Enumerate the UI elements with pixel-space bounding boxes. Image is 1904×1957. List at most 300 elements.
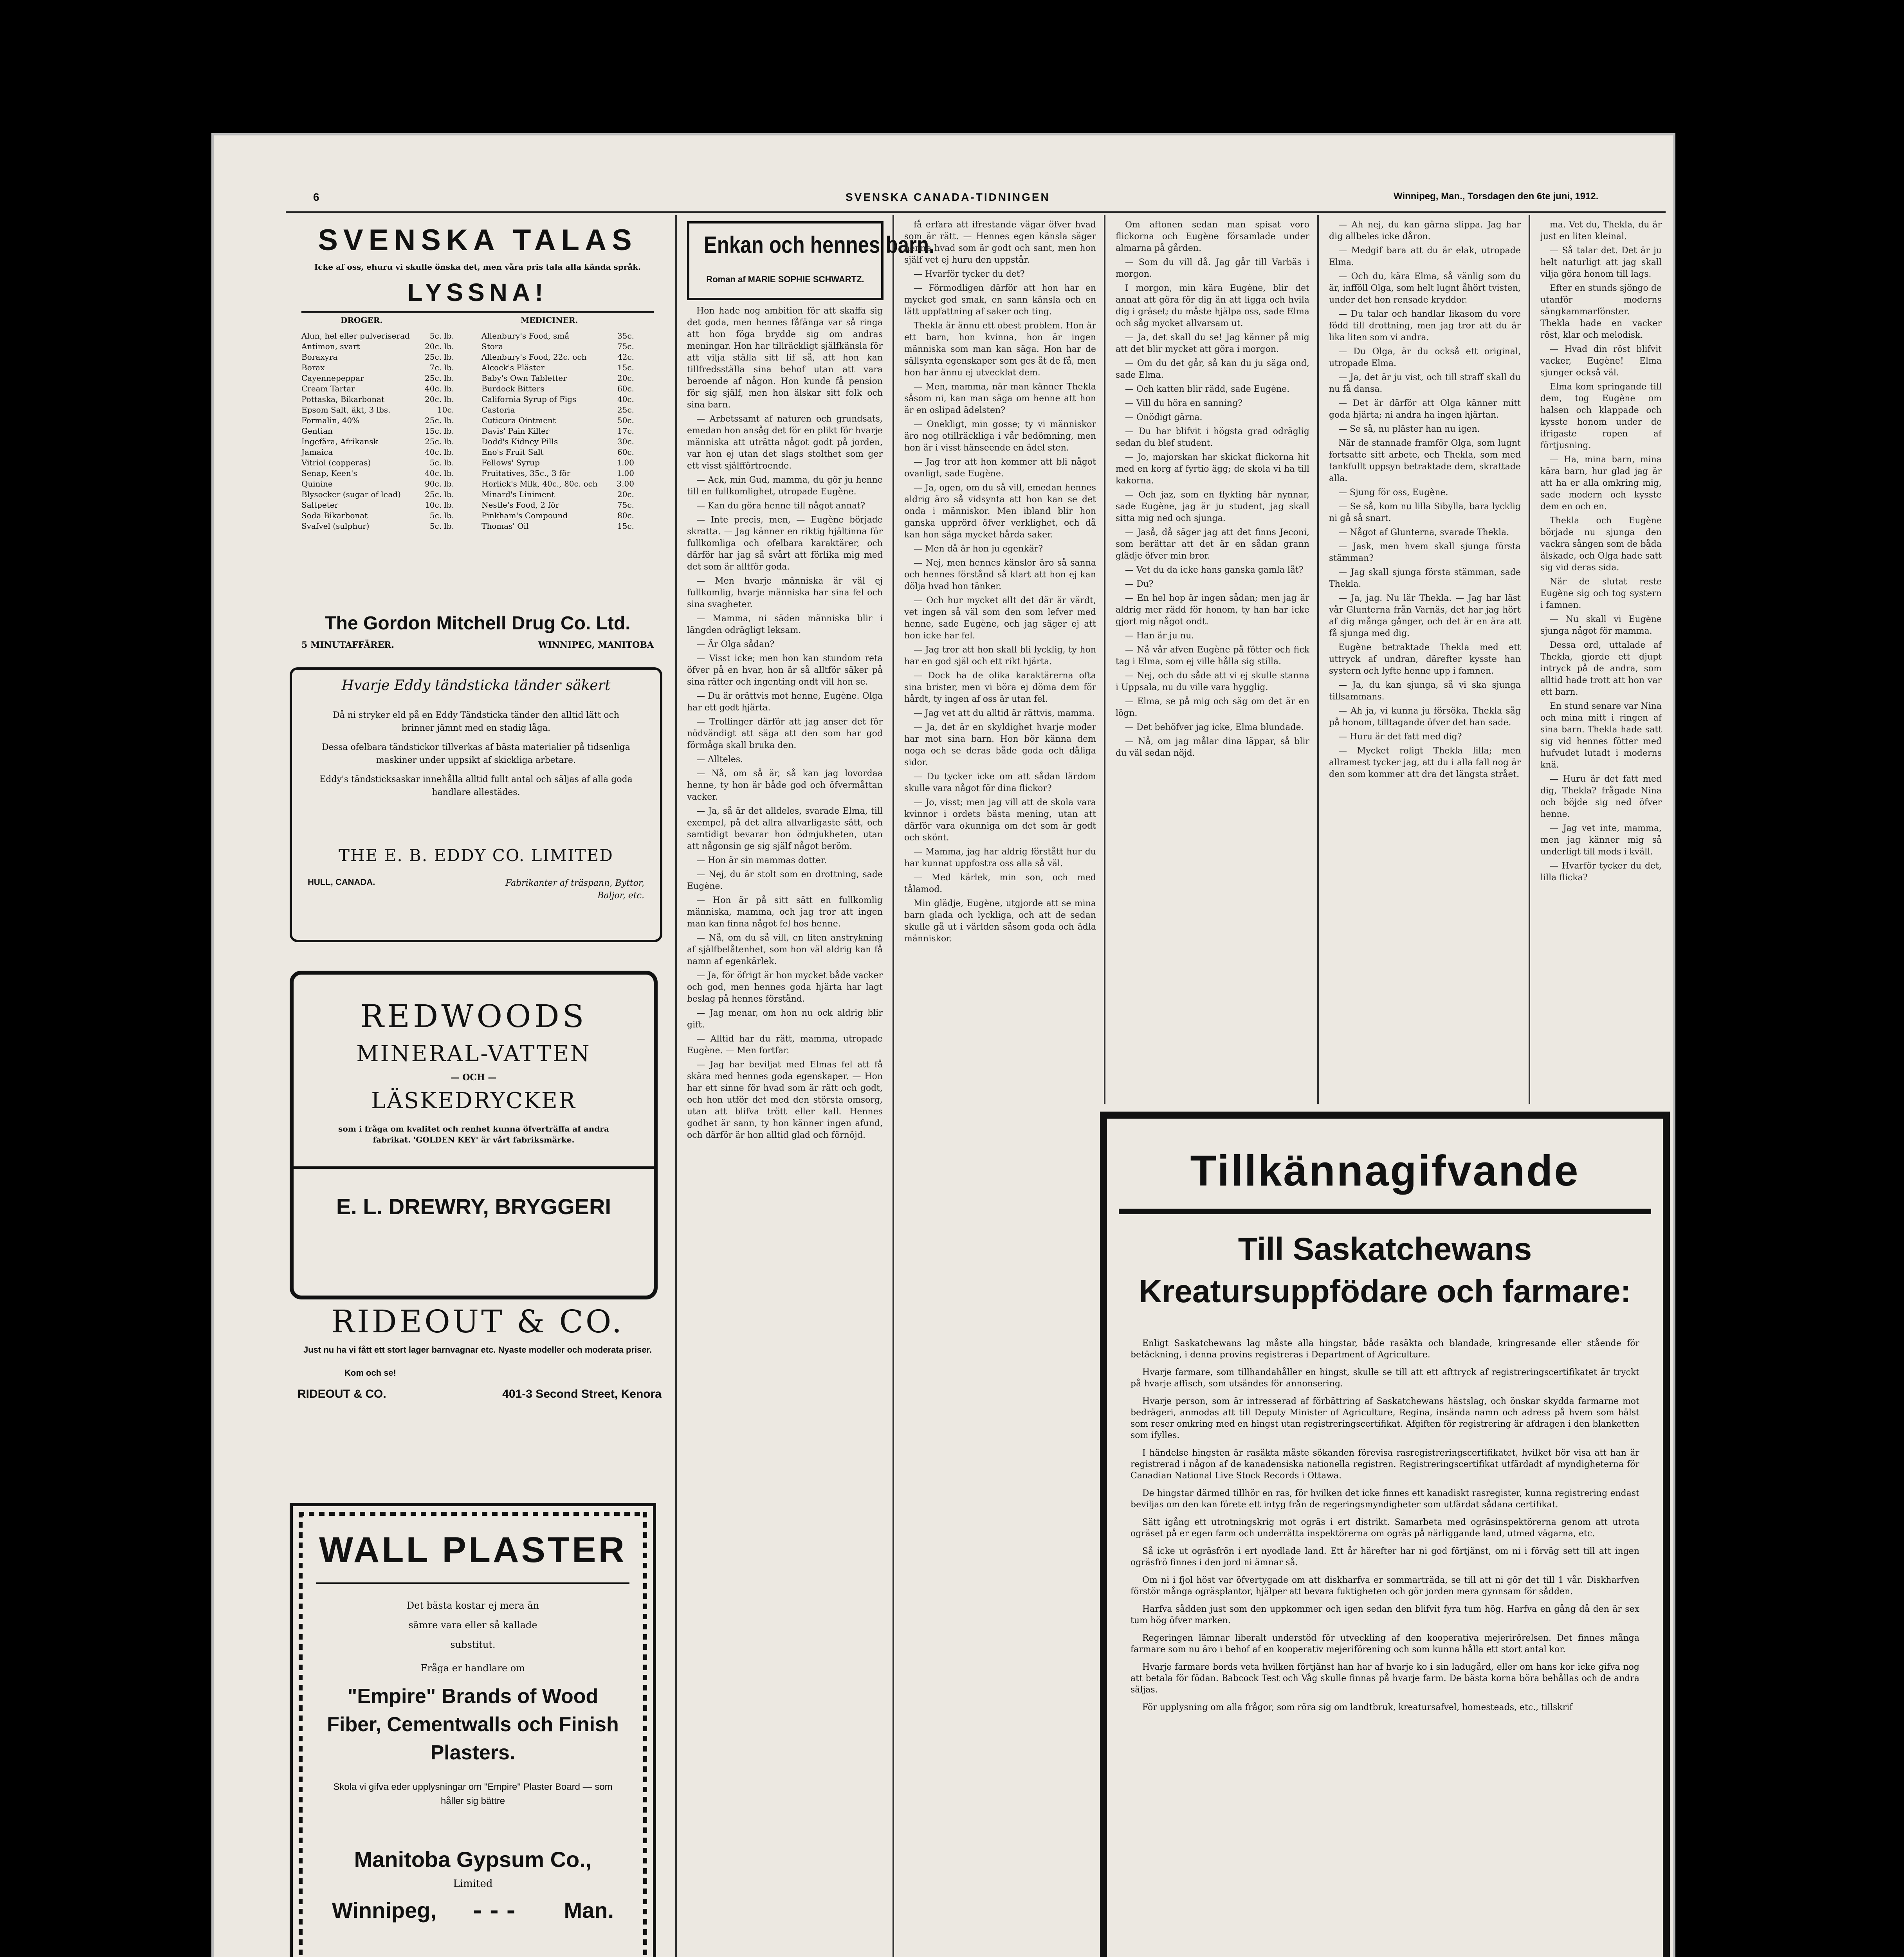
ad-line: substitut. — [450, 1639, 496, 1650]
paragraph: — Ja, för öfrigt är hon mycket både vacker och god, men hennes goda hjärta har lagt beslag på hennes förstånd. — [687, 971, 883, 1004]
paragraph: — En hel hop är ingen sådan; men jag är aldrig mer rädd för honom, ty han har icke gjort mig något ondt. — [1116, 593, 1309, 627]
item-price: 25c. lb. — [425, 373, 454, 383]
column-rule — [1104, 215, 1105, 1104]
story-title: Enkan och hennes barn. — [703, 232, 935, 258]
item-price: 5c. lb. — [429, 511, 454, 520]
paragraph: Elma kom springande till dem, tog Eugène om halsen och klappade och kysste honom under de ifrigaste ropen af förtjusning. — [1540, 382, 1662, 451]
item-price: 1.00 — [617, 469, 634, 478]
price-row — [301, 426, 454, 436]
paragraph: — Mycket roligt Thekla lilla; men allramest tycker jag, att du i alla fall nog är den som kommer att dra det längsta strået. — [1329, 746, 1521, 779]
ad-title: REDWOODS — [360, 998, 587, 1034]
company-sub-right: WINNIPEG, MANITOBA — [538, 640, 654, 650]
item-price: 5c. lb. — [429, 521, 454, 531]
price-row — [301, 362, 454, 373]
decorative-border — [643, 1512, 647, 1957]
item-name: Formalin, 40% — [301, 416, 360, 425]
paragraph: — Alltid har du rätt, mamma, utropade Eugène. — Men fortfar. — [687, 1034, 883, 1056]
story-column-4 — [1329, 219, 1521, 1100]
paragraph: — Jag menar, om hon nu ock aldrig blir gift. — [687, 1008, 883, 1030]
notice-body — [1130, 1338, 1639, 1957]
left-ads-column — [290, 219, 665, 1957]
divider — [301, 311, 654, 313]
price-row — [481, 447, 634, 458]
paper-name: SVENSKA CANADA-TIDNINGEN — [846, 191, 1050, 203]
paragraph: — Jag har beviljat med Elmas fel att få skära med hennes goda egenskaper. — Hon har ett sinne för hvad som är rätt och godt, och hon utför det med den största omsorg, utan att blifva trött eller kall. Hennes godhet är sann, ty hon känner ingen afund, och därför är hon alltid glad och förnöjd. — [687, 1060, 883, 1140]
price-row — [481, 394, 634, 405]
notice-paragraph: Sätt igång ett utrotningskrig mot ogräs i ert distrikt. Samarbeta med ogräsinspektörerna genom att utrota ogräset på er egen farm och underrätta inspektörerna om ogräs på närliggande land, utmed vägarna, etc. — [1130, 1517, 1639, 1539]
paragraph: — Jaså, då säger jag att det finns Jeconi, som berättar att det är en sådan grann glädje öfver min bror. — [1116, 528, 1309, 561]
paragraph: — Och hur mycket allt det där är värdt, vet ingen så väl som den som lefver med henne, sade Eugène, och jag säger ej att hon icke har fel. — [904, 596, 1096, 641]
paragraph: — Jag tror att hon skall bli lycklig, ty hon har en god själ och ett rikt hjärta. — [904, 645, 1096, 667]
price-row — [481, 479, 634, 489]
paragraph: — Hon är på sitt sätt en fullkomlig människa, mamma, och jag tror att ingen man kan finna något fel hos henne. — [687, 896, 883, 929]
story-title-box — [687, 221, 935, 300]
dashes: - - - — [473, 1898, 516, 1923]
paragraph: — Kan du göra henne till något annat? — [696, 501, 865, 511]
item-name: Svafvel (sulphur) — [301, 521, 370, 531]
paragraph: Dessa ord, uttalade af Thekla, gjorde ett djupt intryck på de andra, som alltid hade trott att hon var ett barn. — [1540, 640, 1662, 697]
item-price: 15c. — [617, 363, 634, 372]
paragraph: — Ja, ogen, om du så vill, emedan hennes aldrig äro så vidsynta att hon kan se det onda i människor. Men ibland blir hon ganska upprörd öfver verklighet, och då kan hon säga mycket hårda saker. — [904, 483, 1096, 540]
notice-paragraph: För upplysning om alla frågor, som röra sig om landtbruk, kreatursafvel, homesteads, etc., tillskrif — [1142, 1703, 1573, 1712]
paragraph: — Jag vet inte, mamma, men jag känner mig så underligt till mods i kväll. — [1540, 824, 1662, 857]
paragraph: — Mamma, jag har aldrig förstått hur du har kunnat uppfostra oss alla så väl. — [904, 847, 1096, 869]
svenska-talas-ad — [290, 219, 665, 712]
decorative-border — [299, 1512, 647, 1516]
paragraph: — Du tycker icke om att sådan lärdom skulle vara något för dina flickor? — [904, 772, 1096, 793]
company-city: Winnipeg, — [332, 1898, 437, 1923]
item-name: Quinine — [301, 479, 333, 488]
ad-line: Fråga er handlare om — [420, 1663, 525, 1674]
notice-paragraph: Om ni i fjol höst var öfvertygade om att diskharfva er sommarträda, se till att ni gör det till 1 vår. Diskharfven förstör många ogräsplantor, hjälper att bevara fuktigheten och gör jorden mera gynnsam för sådden. — [1130, 1575, 1639, 1597]
price-row — [301, 331, 454, 341]
paragraph: — Nå, om jag målar dina läppar, så blir du väl sedan nöjd. — [1116, 737, 1309, 758]
item-price: 75c. — [617, 342, 634, 351]
newspaper-page — [211, 133, 1675, 1957]
ad-line: sämre vara eller så kallade — [408, 1620, 537, 1631]
paragraph: — Trollinger därför att jag anser det för nödvändigt att säga att den som har god förmåga skall bruka den. — [687, 717, 883, 750]
paragraph: Eugène betraktade Thekla med ett uttryck af undran, därefter kysste han systern och lyfte henne upp i famnen. — [1329, 643, 1521, 676]
item-name: Fellows' Syrup — [481, 458, 540, 467]
paragraph: När de stannade framför Olga, som lugnt fortsatte sitt arbete, och Thekla, som med tankfullt uppsyn betraktade dem, skrattade alla. — [1329, 438, 1521, 483]
ad-title: WALL PLASTER — [319, 1530, 627, 1570]
item-price: 25c. — [617, 405, 634, 414]
price-row — [481, 331, 634, 341]
paragraph: Hon hade nog ambition för att skaffa sig det goda, men hennes fåfänga var så ringa att hon föga brydde sig om andras meningar. Hon har tillräckligt själfkänsla för att vilja ställa sitt lif så, att hon kan tillfredsställa sina behof utan att vara beroende af någon. Hon kunde få pension för sig själf, men hon älskar sitt folk och sina barn. — [687, 306, 883, 410]
item-name: Vitriol (copperas) — [301, 458, 371, 467]
paragraph: — Du är orättvis mot henne, Eugène. Olga har ett godt hjärta. — [687, 691, 883, 713]
paragraph: — Elma, se på mig och säg om det är en lögn. — [1116, 697, 1309, 718]
redwoods-ad — [290, 971, 658, 1299]
divider — [316, 1582, 629, 1584]
item-name: Allenbury's Food, små — [481, 331, 570, 341]
price-row — [301, 479, 454, 489]
ad-sub1: MINERAL-VATTEN — [356, 1041, 591, 1067]
item-name: Stora — [481, 342, 503, 351]
ad-line: Det bästa kostar ej mera än — [406, 1600, 539, 1611]
item-name: Epsom Salt, äkt, 3 lbs. — [301, 405, 391, 414]
paragraph: — Hvarför tycker du det? — [914, 269, 1025, 279]
paragraph: — Jag vet att du alltid är rättvis, mamma. — [914, 708, 1095, 718]
item-price: 40c. lb. — [425, 469, 454, 478]
company-name: The Gordon Mitchell Drug Co. Ltd. — [325, 613, 631, 634]
item-price: 35c. — [617, 331, 634, 341]
item-price: 75c. — [617, 500, 634, 510]
paragraph: — Och du, kära Elma, så vänlig som du är, infföll Olga, som helt lugnt åhört tvisten, under det hon rensade kryddor. — [1329, 272, 1521, 305]
company-products: Fabrikanter af träspann, Byttor, Baljor, etc. — [505, 878, 644, 901]
price-row — [481, 500, 634, 510]
ad-body: som i fråga om kvalitet och renhet kunna öfverträffa af andra fabrikat. 'GOLDEN KEY' är vårt fabriksmärke. — [338, 1124, 609, 1144]
notice-title: Tillkännagifvande — [1190, 1147, 1580, 1195]
paragraph: — Medgif bara att du är elak, utropade Elma. — [1329, 246, 1521, 267]
price-row — [301, 521, 454, 532]
item-price: 40c. — [617, 395, 634, 404]
paragraph: — Jo, majorskan har skickat flickorna hit med en korg af fyrtio ägg; de skola vi ha till kakorna. — [1116, 452, 1309, 486]
paragraph: — Sjung för oss, Eugène. — [1338, 488, 1448, 497]
notice-paragraph: De hingstar därmed tillhör en ras, för hvilken det icke finnes ett kanadiskt rasregister, kunna registrering endast beviljas om den kan förete ett intyg från de regeringsmyndigheter som utfärdat sådana certifikat. — [1130, 1488, 1639, 1510]
ad-brands: "Empire" Brands of Wood Fiber, Cementwalls och Finish Plasters. — [327, 1685, 619, 1764]
ad-line: Eddy's tändsticksaskar innehålla alltid fullt antal och säljas af alla goda handlare allestädes. — [319, 775, 633, 797]
paragraph: — Ack, min Gud, mamma, du gör ju henne till en fullkomlighet, utropade Eugène. — [687, 475, 883, 497]
item-price: 7c. lb. — [429, 363, 454, 372]
notice-paragraph: Enligt Saskatchewans lag måste alla hingstar, både rasäkta och blandade, kringresande eller stående för betäckning, i denna provins registreras i Department of Agriculture. — [1130, 1339, 1639, 1360]
company-sub-left: 5 MINUTAFFÄRER. — [301, 640, 395, 650]
paragraph: — Nu skall vi Eugène sjunga något för mamma. — [1540, 614, 1662, 636]
ad-lyssna: LYSSNA! — [407, 278, 548, 306]
item-price: 25c. lb. — [425, 352, 454, 362]
paragraph: — Ja, det är en skyldighet hvarje moder har mot sina barn. Hon bör känna dem noga och se deras både goda och dåliga sidor. — [904, 723, 1096, 768]
page-number: 6 — [313, 191, 319, 203]
price-row — [481, 362, 634, 373]
paragraph: — Och jaz, som en flykting här nynnar, sade Eugène, jag är ju student, jag skall sitta mig ned och sjunga. — [1116, 490, 1309, 523]
price-row — [301, 352, 454, 362]
price-row — [481, 489, 634, 500]
item-price: 90c. lb. — [425, 479, 454, 488]
droger-list — [301, 331, 454, 532]
paragraph: — Ja, så är det alldeles, svarade Elma, till exempel, på det allra allvarligaste sätt, och samtidigt bevarar hon ödmjukheten, utan att någonsin ge sig själf något beröm. — [687, 806, 883, 851]
paragraph: — Med kärlek, min son, och med tålamod. — [904, 873, 1096, 894]
story-column-1 — [687, 305, 883, 1957]
paragraph: — Jask, men hvem skall sjunga första stämman? — [1329, 542, 1521, 563]
item-name: Nestle's Food, 2 för — [481, 500, 559, 510]
price-row — [481, 415, 634, 426]
item-price: 40c. lb. — [425, 384, 454, 393]
droger-heading: DROGER. — [341, 315, 383, 325]
column-rule — [1529, 215, 1530, 1104]
paragraph: — Hvarför tycker du det, lilla flicka? — [1540, 861, 1662, 883]
paragraph: — Nå vår afven Eugène på fötter och fick tag i Elma, som ej ville hålla sig stilla. — [1116, 645, 1309, 667]
item-name: Castoria — [481, 405, 515, 414]
company-name: THE E. B. EDDY CO. LIMITED — [339, 846, 613, 865]
price-row — [481, 426, 634, 436]
story-column-3 — [1116, 219, 1309, 1100]
column-rule — [1317, 215, 1319, 1104]
paragraph: — Visst icke; men hon kan stundom reta öfver på en hvar, hon är så alltför säker på sina rätter och ingenting ondt vill hon se. — [687, 654, 883, 687]
item-price: 25c. lb. — [425, 416, 454, 425]
price-row — [301, 489, 454, 500]
story-subtitle: Roman af MARIE SOPHIE SCHWARTZ. — [706, 274, 864, 284]
item-name: Alun, hel eller pulveriserad — [301, 331, 410, 341]
item-name: Dodd's Kidney Pills — [481, 437, 558, 446]
paragraph: — Allteles. — [696, 755, 743, 764]
company-name: Manitoba Gypsum Co., — [354, 1847, 592, 1872]
notice-paragraph: Så icke ut ogräsfrön i ert nyodlade land. Ett år härefter har ni god förtjänst, om ni i förväg sett till att ingen ogräsfrö finnes i den jord ni ämnar så. — [1130, 1546, 1639, 1568]
price-row — [301, 384, 454, 394]
item-price: 1.00 — [617, 458, 634, 467]
price-row — [301, 394, 454, 405]
company-name: E. L. DREWRY, BRYGGERI — [336, 1194, 611, 1219]
paragraph: — Det behöfver jag icke, Elma blundade. — [1125, 723, 1304, 732]
paragraph: — Det är därför att Olga känner mitt goda hjärta; ni andra ha ingen hjärtan. — [1329, 398, 1521, 420]
item-price: 15c. lb. — [425, 426, 454, 436]
paragraph: — Ha, mina barn, mina kära barn, hur glad jag är att ha er alla omkring mig, sade modern och kysste dem en och en. — [1540, 455, 1662, 512]
item-name: Davis' Pain Killer — [481, 426, 550, 436]
paragraph: — Som du vill då. Jag går till Varbäs i morgon. — [1116, 258, 1309, 279]
ad-body: Just nu ha vi fått ett stort lager barnvagnar etc. Nyaste modeller och moderata priser. — [303, 1345, 652, 1355]
company-limited: Limited — [453, 1878, 493, 1890]
paragraph: — Du talar och handlar likasom du vore född till drottning, men jag tror att du är lika liten som vi andra. — [1329, 309, 1521, 342]
paragraph: — Onekligt, min gosse; ty vi människor äro nog otillräckliga i vår bedömning, men hon är i visst hänseende en ädel sten. — [904, 420, 1096, 453]
ad-line: Dessa ofelbara tändstickor tillverkas af bästa materialier på tidsenliga maskiner under uppsikt af skickliga arbetare. — [322, 742, 630, 765]
price-row — [301, 447, 454, 458]
item-name: Blysocker (sugar of lead) — [301, 490, 401, 499]
item-name: Antimon, svart — [301, 342, 360, 351]
paragraph: — Du har blifvit i högsta grad odräglig sedan du blef student. — [1116, 427, 1309, 448]
item-name: California Syrup of Figs — [481, 395, 577, 404]
paragraph: När de slutat reste Eugène sig och tog systern i famnen. — [1540, 577, 1662, 610]
paragraph: — Inte precis, men, — Eugène började skratta. — Jag känner en riktig hjältinna för fullkomliga och ofelbara karaktärer, och därför har jag så svårt att förlika mig med det som är alltför goda. — [687, 515, 883, 572]
paragraph: Thekla är ännu ett obest problem. Hon är ett barn, hon kvinna, hon är ingen människa som man kan säga. Hon har de sällsynta egenskaper som ges åt de få, men hon har ännu ej utvecklat dem. — [904, 321, 1096, 378]
notice-paragraph: Hvarje farmare, som tillhandahåller en hingst, skulle se till att ett afttryck af registreringscertifikatet är tryckt på hvarje affisch, som utsändes för annonsering. — [1130, 1368, 1639, 1389]
paragraph: — Nå, om du så vill, en liten anstrykning af själfbelåtenhet, som hon väl aldrig kan få namn af egenkärlek. — [687, 933, 883, 966]
item-name: Jamaica — [301, 447, 333, 457]
item-name: Ingefära, Afrikansk — [301, 437, 378, 446]
story-column-5 — [1540, 219, 1662, 1100]
column-rule — [675, 215, 677, 1957]
eddy-ad — [290, 667, 662, 942]
item-name: Saltpeter — [301, 500, 339, 510]
ad-line: Då ni stryker eld på en Eddy Tändsticka tänder den alltid lätt och brinner jämnt med en stadig låga. — [332, 710, 620, 733]
notice-paragraph: Hvarje person, som är intresserad af förbättring af Saskatchewans hästslag, och önskar skydda farmarne mot bedrägeri, anmodas att till Deputy Minister of Agriculture, Regina, insända namn och adress på hvem som hälst som reser omkring med en hingst utan registreringscertifikat. Afgiften för registrering är afdragen i den blanketten som ifylles. — [1130, 1397, 1639, 1440]
item-price: 25c. lb. — [425, 437, 454, 446]
price-row — [481, 405, 634, 415]
mediciner-heading: MEDICINER. — [521, 315, 578, 325]
paragraph: — Men då är hon ju egenkär? — [914, 544, 1043, 554]
item-name: Baby's Own Tabletter — [481, 373, 567, 383]
item-price: 20c. lb. — [425, 395, 454, 404]
item-name: Horlick's Milk, 40c., 80c. och — [481, 479, 598, 488]
item-price: 5c. lb. — [429, 458, 454, 467]
notice-paragraph: Harfva sådden just som den uppkommer och igen sedan den blifvit fyra tum hög. Harfva en gång då den är sex tum hög öfver marken. — [1130, 1604, 1639, 1625]
paragraph: ma. Vet du, Thekla, du är just en liten kleinal. — [1540, 220, 1662, 241]
price-row — [301, 510, 454, 521]
paragraph: — Och katten blir rädd, sade Eugène. — [1125, 384, 1290, 394]
item-name: Pottaska, Bikarbonat — [301, 395, 385, 404]
ad-subtitle: Icke af oss, ehuru vi skulle önska det, men våra pris tala alla kända språk. — [314, 262, 641, 272]
item-name: Cayennepeppar — [301, 373, 364, 383]
paragraph: — Ah ja, vi kunna ju försöka, Thekla såg på honom, tilltagande öfver det han sade. — [1329, 706, 1521, 728]
paragraph: — Han är ju nu. — [1125, 631, 1194, 641]
paragraph: — Ah nej, du kan gärna slippa. Jag har dig allbeles icke dåron. — [1329, 220, 1521, 241]
paragraph: Min glädje, Eugène, utgjorde att se mina barn glada och lyckliga, och att de sedan skulle gå ut i världen såsom goda och ädla människor. — [904, 899, 1096, 944]
item-name: Gentian — [301, 426, 333, 436]
paragraph: Thekla och Eugène började nu sjunga den vackra sången som de båda älskade, och Olga hade satt sig vid deras sida. — [1540, 516, 1662, 573]
paragraph: — Hon är sin mammas dotter. — [696, 856, 827, 865]
item-price: 5c. lb. — [429, 331, 454, 341]
price-table — [301, 315, 634, 597]
notice-paragraph: Hvarje farmare bords veta hvilken förtjänst han har af hvarje ko i sin ladugård, eller om hans kor icke gifva nog att betala för födan. Babcock Test och Våg skulle finnas på hvarje farm. De bästa korna böra behållas och de andra säljas. — [1130, 1662, 1639, 1695]
price-row — [481, 341, 634, 352]
item-name: Eno's Fruit Salt — [481, 447, 544, 457]
item-price: 3.00 — [617, 479, 634, 488]
item-price: 50c. — [617, 416, 634, 425]
item-name: Minard's Liniment — [481, 490, 555, 499]
item-name: Boraxyra — [301, 352, 338, 362]
price-row — [301, 458, 454, 468]
paragraph: — Är Olga sådan? — [696, 640, 775, 649]
paragraph: — Vill du höra en sanning? — [1125, 398, 1242, 408]
price-row — [301, 468, 454, 479]
paragraph: Om aftonen sedan man spisat voro flickorna och Eugène församlade under almarna på gården. — [1116, 220, 1309, 253]
item-name: Allenbury's Food, 22c. och — [481, 352, 587, 362]
item-price: 20c. lb. — [425, 342, 454, 351]
divider — [294, 1166, 654, 1169]
notice-paragraph: I händelse hingsten är rasäkta måste sökanden förevisa rasregistreringscertifikatet, hvilket bör visa att han är registrerad i någon af de kanadensiska nationella registren. Registreringscertifikat utfärdadt af myndigheterna för Canadian National Live Stock Records i Ottawa. — [1130, 1448, 1639, 1481]
paragraph: — Onödigt gärna. — [1125, 413, 1203, 422]
ad-och: — OCH — — [451, 1072, 497, 1083]
paragraph: — Mamma, ni säden människa blir i längden odrägligt leksam. — [687, 614, 883, 635]
ad-line: Skola vi gifva eder upplysningar om "Empire" Plaster Board — som håller sig bättre — [333, 1782, 613, 1806]
price-row — [301, 436, 454, 447]
paragraph: — Förmodligen därför att hon har en mycket god smak, en sann känsla och en lätt uppfattning af saker och ting. — [904, 283, 1096, 317]
price-row — [481, 352, 634, 362]
ad-title: RIDEOUT & CO. — [331, 1303, 624, 1340]
item-price: 60c. — [617, 384, 634, 393]
ad-title: Hvarje Eddy tändsticka tänder säkert — [341, 678, 611, 694]
item-price: 80c. — [617, 511, 634, 520]
item-price: 40c. lb. — [425, 447, 454, 457]
paragraph: — Nej, du är stolt som en drottning, sade Eugène. — [687, 870, 883, 891]
date-line: Winnipeg, Man., Torsdagen den 6te juni, 1912. — [1394, 191, 1599, 202]
price-row — [481, 436, 634, 447]
price-row — [481, 384, 634, 394]
story-column-2 — [904, 219, 1096, 1957]
price-row — [481, 468, 634, 479]
item-name: Alcock's Pläster — [481, 363, 545, 372]
price-row — [301, 405, 454, 415]
item-price: 17c. — [617, 426, 634, 436]
company-address: 401-3 Second Street, Kenora — [502, 1388, 662, 1400]
divider — [1119, 1209, 1651, 1214]
paragraph: — Du Olga, är du också ett original, utropade Elma. — [1329, 347, 1521, 368]
paragraph: — Men, mamma, när man känner Thekla såsom ni, kan man säga om henne att hon är en oslipad ädelsten? — [904, 382, 1096, 415]
paragraph: — Huru är det fatt med dig? — [1338, 732, 1462, 742]
decorative-border — [299, 1512, 303, 1957]
paragraph: En stund senare var Nina och mina mitt i ringen af sina barn. Thekla hade satt sig vid hennes fötter med hufvudet lutadt i moderns knä. — [1540, 701, 1662, 770]
item-price: 15c. — [617, 521, 634, 531]
page-header — [211, 188, 1675, 211]
item-name: Soda Bikarbonat — [301, 511, 368, 520]
mediciner-list — [481, 331, 634, 532]
paragraph: — Se så, kom nu lilla Sibylla, bara lycklig ni gå så snart. — [1329, 502, 1521, 523]
item-name: Fruitatives, 35c., 3 för — [481, 469, 571, 478]
item-price: 10c. — [437, 405, 454, 414]
notice-paragraph: Regeringen lämnar liberalt understöd för utveckling af den kooperativa mejerirörelsen. Det finnes många farmare som nu äro i behof af en kooperativ mejeriförening och som kunna hålla ett stort antal kor. — [1130, 1633, 1639, 1654]
ad-sub2: LÄSKEDRYCKER — [371, 1088, 576, 1114]
paragraph: — Vet du da icke hans ganska gamla låt? — [1125, 565, 1304, 575]
item-price: 20c. — [617, 373, 634, 383]
ad-title: SVENSKA TALAS — [318, 223, 637, 257]
paragraph: — Men hvarje människa är väl ej fullkomlig, hvarje människa har sina fel och sina svagheter. — [687, 576, 883, 609]
paragraph: I morgon, min kära Eugène, blir det annat att göra för dig än att ligga och hvila dig i gräset; du måste hjälpa oss, sade Elma och såg mycket allvarsam ut. — [1116, 283, 1309, 328]
item-name: Cream Tartar — [301, 384, 355, 393]
item-name: Senap, Keen's — [301, 469, 357, 478]
price-row — [301, 341, 454, 352]
paragraph: — Arbetssamt af naturen och grundsats, emedan hon ansåg det för en plikt för hvarje människa att uträtta något godt på jorden, var hon ej utan det slags stolthet som ger ett visst själfförtroende. — [687, 414, 883, 471]
item-name: Pinkham's Compound — [481, 511, 568, 520]
column-rule — [892, 215, 894, 1957]
company-province: Man. — [564, 1898, 614, 1923]
paragraph: — Nå, om så är, så kan jag lovordaa henne, ty hon är både god och öfvermåttan vacker. — [687, 769, 883, 802]
paragraph: — Ja, det är ju vist, och till straff skall du nu få dansa. — [1329, 373, 1521, 394]
price-row — [481, 373, 634, 384]
price-row — [481, 521, 634, 532]
notice-ad — [1100, 1112, 1670, 1957]
ad-kom: Kom och se! — [344, 1368, 397, 1378]
paragraph: — Så talar det. Det är ju helt naturligt att jag skall vilja göra honom till lags. — [1540, 246, 1662, 279]
item-name: Cuticura Ointment — [481, 416, 556, 425]
header-rule — [286, 211, 1666, 213]
paragraph: — Du? — [1125, 579, 1154, 589]
item-price: 42c. — [617, 352, 634, 362]
paragraph: — Något af Glunterna, svarade Thekla. — [1338, 528, 1509, 537]
notice-heading: Till Saskatchewans Kreatursuppfödare och farmare: — [1139, 1231, 1631, 1309]
item-price: 30c. — [617, 437, 634, 446]
price-row — [301, 415, 454, 426]
item-name: Borax — [301, 363, 325, 372]
item-name: Burdock Bitters — [481, 384, 545, 393]
item-name: Thomas' Oil — [481, 521, 529, 531]
company-city: HULL, CANADA. — [308, 877, 375, 887]
item-price: 25c. lb. — [425, 490, 454, 499]
company-name: RIDEOUT & CO. — [298, 1388, 386, 1400]
paragraph: — Dock ha de olika karaktärerna ofta sina brister, men vi böra ej döma dem för hårdt, ty ingen af oss är utan fel. — [904, 671, 1096, 704]
paragraph: — Om du det går, så kan du ju säga ond, sade Elma. — [1116, 359, 1309, 380]
wall-plaster-ad — [290, 1503, 656, 1957]
item-price: 60c. — [617, 447, 634, 457]
item-price: 10c. lb. — [425, 500, 454, 510]
price-row — [481, 458, 634, 468]
price-row — [481, 510, 634, 521]
paragraph: — Hvad din röst blifvit vacker, Eugène! Elma sjunger också väl. — [1540, 344, 1662, 378]
ad-body — [316, 709, 636, 799]
paragraph: — Huru är det fatt med dig, Thekla? frågade Nina och böjde sig ned öfver henne. — [1540, 774, 1662, 819]
rideout-ad — [290, 1303, 665, 1460]
paragraph: — Ja, jag. Nu lär Thekla. — Jag har läst vår Glunterna från Varnäs, det har jag hört af dig många gånger, och det är en ära att få sjunga med dig. — [1329, 593, 1521, 638]
price-row — [301, 500, 454, 510]
paragraph: få erfara att ifrestande vägar öfver hvad som är rätt. — Hennes egen känsla säger henne hvad som är godt och sant, men hon själf vet ej huru den uppstår. — [904, 220, 1096, 265]
price-row — [301, 373, 454, 384]
item-price: 20c. — [617, 490, 634, 499]
paragraph: — Ja, du kan sjunga, så vi ska sjunga tillsammans. — [1329, 680, 1521, 702]
paragraph: — Se så, nu pläster han nu igen. — [1338, 424, 1480, 434]
paragraph: — Jag tror att hon kommer att bli något ovanligt, sade Eugène. — [904, 457, 1096, 479]
paragraph: Efter en stunds sjöngo de utanför moderns sängkammarfönster. Thekla hade en vacker röst, klar och melodisk. — [1540, 283, 1662, 340]
paragraph: — Nej, men hennes känslor äro så sanna och hennes förstånd så klart att hon ej kan dölja hvad hon tänker. — [904, 558, 1096, 591]
paragraph: — Nej, och du såde att vi ej skulle stanna i Uppsala, nu du ville vara hygglig. — [1116, 671, 1309, 692]
paragraph: — Jag skall sjunga första stämman, sade Thekla. — [1329, 568, 1521, 589]
paragraph: — Jo, visst; men jag vill att de skola vara kvinnor i ordets bästa mening, utan att därför vara okunniga om det som är godt och skönt. — [904, 798, 1096, 843]
